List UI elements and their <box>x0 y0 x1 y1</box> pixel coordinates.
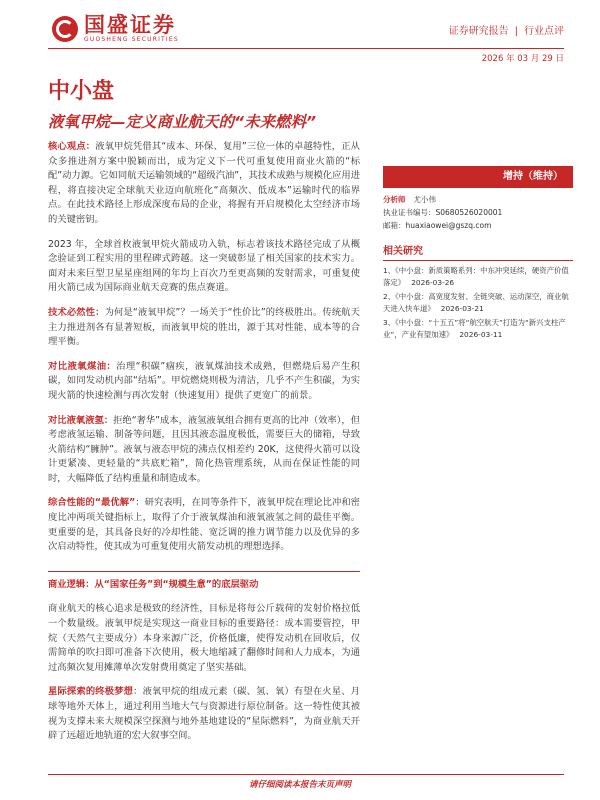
related-item[interactable] <box>383 291 573 314</box>
related-date: 2026-03-26 <box>411 277 455 287</box>
logo-name: 国盛证券 <box>84 13 176 37</box>
related-title: 2、《中小盘：高宽度发射、全链突破、运动深空，商业航天进入快车道》 <box>383 292 569 313</box>
sidebar <box>383 166 573 344</box>
report-kind: 行业点评 <box>524 26 564 37</box>
related-title: 1、《中小盘：新质策略系列：中东冲突延续，硬资产价值落定》 <box>383 266 569 287</box>
paragraph-lead: 技术必然性： <box>48 306 105 318</box>
related-date: 2026-03-21 <box>440 303 484 313</box>
paragraph-text: 治理“积碳”痼疾，液氧煤油技术成熟，但燃烧后易产生积碳，如同发动机内部“结垢”。甲烷燃烧则极为清洁，几乎不产生积碳，为实现火箭的快速检测与再次发射（快速复用）提供了更宽广的前景。 <box>48 360 360 401</box>
footer-rule <box>48 774 564 775</box>
paragraph-text: ：研究表明，在同等条件下，液氧甲烷在理论比冲和密度比冲两项关键指标上，取得了介于液氧煤油和液氧液氢之间的最佳平衡。更重要的是，其具备良好的冷却性能、宽泛调的推力调节能力以及优异的多次启动特性，使其成为可重复使用火箭发动机的理想选择。 <box>48 497 360 553</box>
paragraph <box>48 571 360 593</box>
logo-name-en: GUOSHENG SECURITIES <box>84 36 179 43</box>
paragraph-lead: 对比液氧煤油： <box>48 360 117 372</box>
paragraph-lead: 对比液氧液氢： <box>48 414 114 426</box>
related-item[interactable] <box>383 265 573 288</box>
paragraph <box>48 602 360 675</box>
analyst-info <box>383 193 573 232</box>
paragraph-lead: 核心观点： <box>48 141 96 152</box>
rating-badge: 增持（维持） <box>383 166 573 188</box>
paragraph-text: 液氧甲烷凭借其“成本、环保、复用”三位一体的卓越特性，正从众多推进剂方案中脱颖而出，成为定义下一代可重复使用商业火箭的“标配”动力源。它如同航天运输领域的“超级汽油”，其技术成熟与规模化应用进程，将直接决定全球航天业迈向航班化“高频次、低成本”运输时代的临界点。在此技术路径上形成深度布局的企业，将握有开启规模化太空经济市场的关键密钥。 <box>48 141 360 225</box>
report-title: 液氧甲烷—定义商业航天的“未来燃料” <box>48 113 316 131</box>
sector-title: 中小盘 <box>48 79 115 104</box>
paragraph-text: 2023 年，全球首枚液氧甲烷火箭成功入轨，标志着该技术路径完成了从概念验证到工程实用的里程碑式跨越。这一突破彰显了相关国家的技术实力。面对未来巨型卫星星座组网的年均上百次乃至更高频的发射需求，可重复使用火箭已成为国际商业航天竞赛的焦点赛道。 <box>48 238 360 294</box>
paragraph-text: 为何是“液氧甲烷”？一场关于“性价比”的终极胜出。传统航天主力推进剂各有显著短板，而液氧甲烷的胜出，源于其对性能、成本等的合理平衡。 <box>48 306 360 348</box>
footer-disclaimer: 请仔细阅读本报告末页声明 <box>248 780 351 790</box>
paragraph-text: 拒绝“奢华”成本，液氢液氧组合拥有更高的比冲（效率），但考虑液氢运输、制备等问题，且因其液态温度极低，需要巨大的储箱，导致火箭结构“臃肿”。液氧与液态甲烷的沸点仅相差约 20K，这使得火箭可以设计更紧凑、更轻量的“共底贮箱”，简化热管理系统，从而在保证性能的同时，大幅降低了结构重量和制造成本。 <box>48 414 360 484</box>
email-label: 邮箱： <box>383 221 406 230</box>
cert-label: 执业证书编号： <box>383 208 436 217</box>
paragraph-text: ：液氧甲烷的组成元素（碳、氢、氧）有望在火星、月球等地外天体上，通过利用当地大气与资源进行原位制备。这一特性使其被视为支撑未来大规模深空探测与地外基地建设的“星际燃料”，为商业航天开辟了远超近地轨道的宏大叙事空间。 <box>48 686 360 742</box>
header-separator: | <box>514 26 518 37</box>
related-title: 3、《中小盘：“十五五”将“航空航天”打造为“新兴支柱产业”，产业有望加速》 <box>383 318 566 339</box>
report-type: 证券研究报告 <box>448 26 509 37</box>
paragraph <box>48 360 360 404</box>
header-report-type <box>449 22 564 37</box>
paragraph <box>48 238 360 296</box>
related-research-list <box>383 265 573 341</box>
paragraph-lead: 综合性能的“最优解” <box>48 497 136 509</box>
paragraph <box>48 306 360 350</box>
related-research-heading: 相关研究 <box>383 242 573 261</box>
paragraph <box>48 496 360 554</box>
report-date: 2026 年 03 月 29 日 <box>481 54 564 64</box>
analyst-email[interactable]: huaxiaowei@gszq.com <box>405 221 492 230</box>
cert-number: S0680526020001 <box>435 208 503 217</box>
related-date: 2026-03-11 <box>459 329 503 339</box>
main-body <box>48 140 360 754</box>
logo-mark-icon <box>52 16 78 42</box>
paragraph <box>48 414 360 487</box>
paragraph-lead: 星际探索的终极梦想 <box>48 686 134 698</box>
header-rule <box>48 48 564 49</box>
paragraph-lead: 商业逻辑：从“国家任务”到“规模生意”的底层驱动 <box>48 578 259 590</box>
paragraph <box>48 685 360 743</box>
analyst-label: 分析师 <box>383 195 406 204</box>
logo <box>52 14 179 44</box>
analyst-name: 尤小伟 <box>413 195 436 204</box>
paragraph-text: 商业航天的核心追求是极致的经济性，目标是将每公斤载荷的发射价格拉低一个数量级。液氧甲烷是实现这一商业目标的重要路径：成本需要管控，甲烷（天然气主要成分）本身来源广泛，价格低廉，使得发动机在回收后，仅需简单的吹扫即可准备下次使用，极大地缩减了翻修时间和人力成本，为通过高频次复用摊薄单次发射费用奠定了坚实基础。 <box>48 603 360 673</box>
related-item[interactable] <box>383 317 573 340</box>
paragraph <box>48 140 360 228</box>
